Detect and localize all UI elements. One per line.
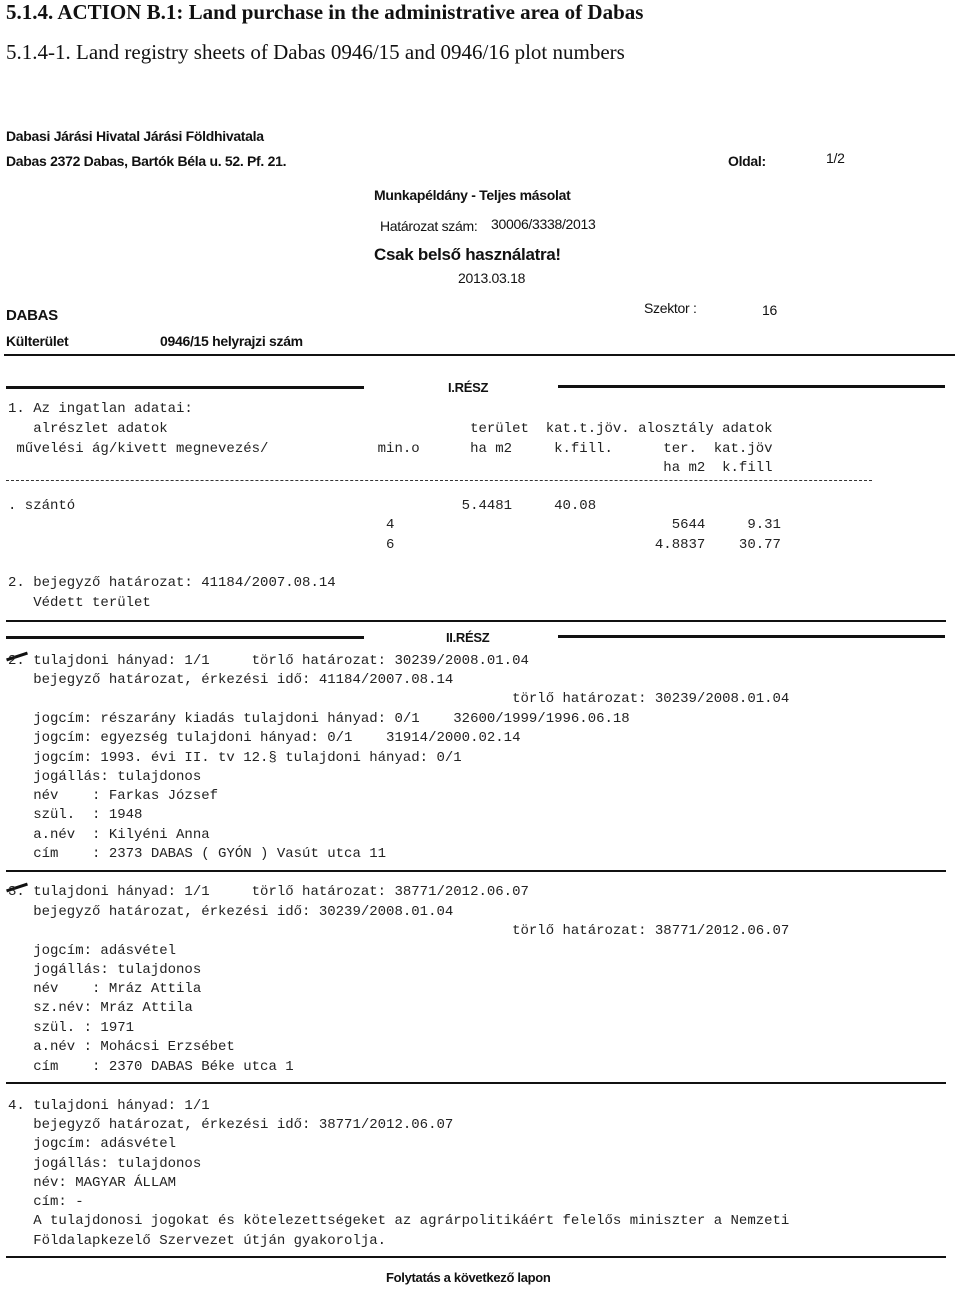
office-address: Dabas 2372 Dabas, Bartók Béla u. 52. Pf. 21.: [6, 153, 287, 169]
owner-entry-line: bejegyző határozat, érkezési idő: 38771/2012.06.07: [8, 1117, 454, 1133]
part1-line: művelési ág/kivett megnevezés/ min.o ha m2 k.fill. ter. kat.jöv: [8, 441, 773, 457]
table-dash-divider: [6, 480, 872, 481]
owner-entry-line: név : Mráz Attila: [8, 981, 202, 997]
owner-entry-line: jogcím: 1993. évi II. tv 12.§ tulajdoni hányad: 0/1: [8, 750, 462, 766]
owner-entry-line: törlő határozat: 30239/2008.01.04: [8, 691, 790, 707]
sector-value: 16: [762, 302, 777, 318]
owner-entry-line: A tulajdonosi jogokat és kötelezettségeket az agrárpolitikáért felelős miniszter a Nemzeti: [8, 1213, 790, 1229]
owner-entry-line: jogcím: részarány kiadás tulajdoni hányad: 0/1 32600/1999/1996.06.18: [8, 711, 630, 727]
part1-line: . szántó 5.4481 40.08: [8, 498, 597, 514]
page-value: 1/2: [826, 150, 845, 166]
entry-divider: [6, 870, 946, 872]
part1-rule-left: [6, 386, 364, 389]
part2-top-rule: [6, 620, 946, 622]
page-label: Oldal:: [728, 153, 766, 169]
owner-entry-line: cím : 2373 DABAS ( GYÓN ) Vasút utca 11: [8, 846, 387, 862]
town-name: DABAS: [6, 307, 58, 324]
part1-line: Védett terület: [8, 595, 151, 611]
owner-entry-line: név: MAGYAR ÁLLAM: [8, 1175, 177, 1191]
owner-entry-line: szül. : 1971: [8, 1020, 135, 1036]
part1-line: 1. Az ingatlan adatai:: [8, 401, 193, 417]
owner-entry-line: jogcím: adásvétel: [8, 943, 177, 959]
part2-rule-right: [558, 635, 945, 638]
header-divider: [4, 354, 955, 356]
owner-entry-line: bejegyző határozat, érkezési idő: 30239/2008.01.04: [8, 904, 454, 920]
area-type: Külterület: [6, 333, 69, 349]
owner-entry-line: szül. : 1948: [8, 807, 143, 823]
owner-entry-line: 2. tulajdoni hányad: 1/1 törlő határozat: 30239/2008.01.04: [8, 653, 529, 669]
part1-label: I.RÉSZ: [448, 380, 489, 395]
section-subtitle: 5.1.4-1. Land registry sheets of Dabas 0946/15 and 0946/16 plot numbers: [6, 40, 625, 64]
owner-entry-line: jogcím: adásvétel: [8, 1136, 177, 1152]
part1-rule-right: [558, 385, 945, 388]
part1-line: 2. bejegyző határozat: 41184/2007.08.14: [8, 575, 336, 591]
part1-line: ha m2 k.fill: [8, 460, 773, 476]
owner-entry-line: sz.név: Mráz Attila: [8, 1000, 193, 1016]
owner-entry-line: bejegyző határozat, érkezési idő: 41184/2007.08.14: [8, 672, 454, 688]
entry-divider: [6, 1082, 946, 1084]
office-name: Dabasi Járási Hivatal Járási Földhivatala: [6, 128, 264, 144]
owner-entry-line: a.név : Mohácsi Erzsébet: [8, 1039, 235, 1055]
owner-entry-line: 4. tulajdoni hányad: 1/1: [8, 1098, 210, 1114]
internal-use-notice: Csak belső használatra!: [374, 245, 561, 264]
document-date: 2013.03.18: [458, 270, 526, 286]
part2-rule-left: [6, 636, 364, 639]
copy-type: Munkapéldány - Teljes másolat: [374, 187, 571, 203]
part1-line: 6 4.8837 30.77: [8, 537, 781, 553]
plot-number: 0946/15 helyrajzi szám: [160, 333, 303, 349]
owner-entry-line: jogállás: tulajdonos: [8, 962, 202, 978]
decision-value: 30006/3338/2013: [491, 216, 596, 232]
owner-entry-line: 3. tulajdoni hányad: 1/1 törlő határozat: 38771/2012.06.07: [8, 884, 529, 900]
section-title: 5.1.4. ACTION B.1: Land purchase in the administrative area of Dabas: [6, 0, 644, 24]
footer-divider: [6, 1256, 946, 1258]
owner-entry-line: jogcím: egyezség tulajdoni hányad: 0/1 31914/2000.02.14: [8, 730, 521, 746]
owner-entry-line: a.név : Kilyéni Anna: [8, 827, 210, 843]
owner-entry-line: név : Farkas József: [8, 788, 219, 804]
part1-line: alrészlet adatok terület kat.t.jöv. alosztály adatok: [8, 421, 773, 437]
sector-label: Szektor :: [644, 300, 697, 316]
owner-entry-line: Földalapkezelő Szervezet útján gyakorolja.: [8, 1233, 387, 1249]
owner-entry-line: jogállás: tulajdonos: [8, 1156, 202, 1172]
part2-label: II.RÉSZ: [446, 630, 490, 645]
owner-entry-line: törlő határozat: 38771/2012.06.07: [8, 923, 790, 939]
owner-entry-line: cím : 2370 DABAS Béke utca 1: [8, 1059, 294, 1075]
owner-entry-line: cím: -: [8, 1194, 84, 1210]
decision-label: Határozat szám:: [380, 218, 478, 234]
part1-line: 4 5644 9.31: [8, 517, 781, 533]
continue-notice: Folytatás a következő lapon: [386, 1270, 551, 1285]
owner-entry-line: jogállás: tulajdonos: [8, 769, 202, 785]
